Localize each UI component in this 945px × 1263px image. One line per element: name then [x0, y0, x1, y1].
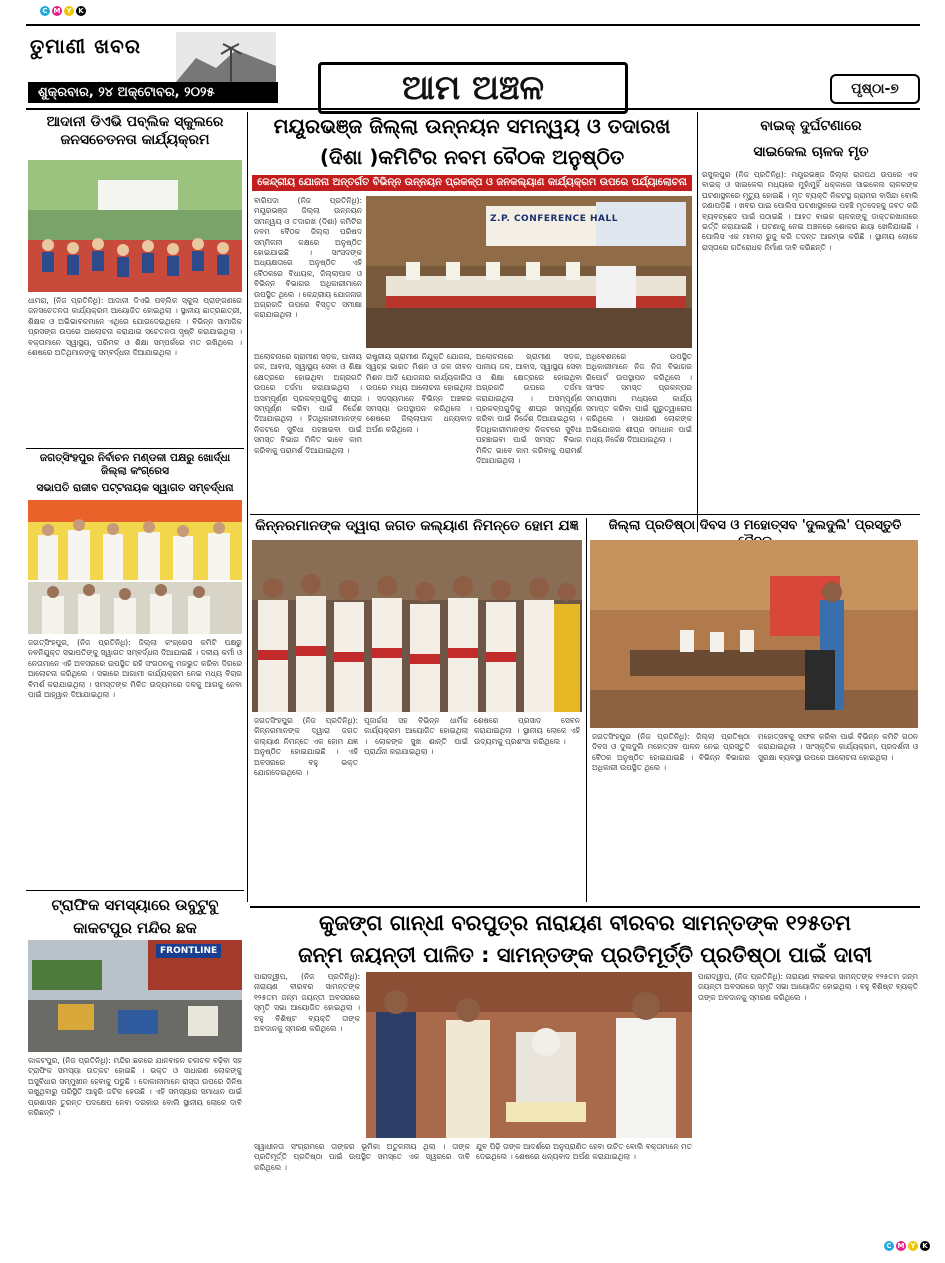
adani-photo [28, 160, 242, 292]
disha-body-left: ବାରିପଦା (ନିଜ ପ୍ରତିନିଧି): ମୟୂରଭଞ୍ଜ ଜିଲ୍ଲା ଉନ୍ନୟନ ସମନ୍ୱୟ ଓ ତଦାରଖ (ଦିଶା) କମିଟିର ନବମ ବୈଠକ ଜିଲ୍ଲା ପରିଷଦ ସମ୍ମିଳନୀ କକ୍ଷରେ ଅନୁଷ୍ଠିତ ହୋଇଯାଇଛି । ସାଂସଦଙ୍କ ଅଧ୍ୟକ୍ଷତାରେ ଅନୁଷ୍ଠିତ ଏହି ବୈଠକରେ ବିଧାୟକ, ଜିଲ୍ଲାପାଳ ଓ ବିଭିନ୍ନ ବିଭାଗର ଅଧିକାରୀମାନେ ଉପସ୍ଥିତ ଥିଲେ । କେନ୍ଦ୍ରୀୟ ଯୋଜନାର ଅଗ୍ରଗତି ଉପରେ ବିସ୍ତୃତ ସମୀକ୍ଷା କରାଯାଇଥିଲା । [254, 196, 362, 320]
cyan-mark: C [40, 6, 50, 16]
congress-photo-2 [28, 582, 242, 634]
section-divider [250, 514, 920, 515]
section-divider [250, 906, 920, 908]
congress-body: ଜଗତ୍‌ସିଂହପୁର, (ନିଜ ପ୍ରତିନିଧି): ଜିଲ୍ଲା କଂଗ୍ରେସ କମିଟି ପକ୍ଷରୁ ନବନିଯୁକ୍ତ ସଭାପତିଙ୍କୁ ସ୍ୱାଗତ ସମ୍ବର୍ଦ୍ଧନା ଦିଆଯାଇଛି । ଦଳୀୟ କର୍ମୀ ଓ ନେତାମାନେ ଏହି ଅବସରରେ ଉପସ୍ଥିତ ରହି ସଂଗଠନକୁ ମଜଭୁତ କରିବା ଦିଗରେ ଆଲୋଚନା କରିଥିଲେ । ସଭାରେ ଆଗାମୀ କାର୍ଯ୍ୟକ୍ରମ ନେଇ ମଧ୍ୟ ବିଚାର ବିମର୍ଶ କରାଯାଇଥିଲା । ସମସ୍ତଙ୍କ ମିଳିତ ଉଦ୍ୟମରେ ଦଳକୁ ଆଗକୁ ନେବା ପାଇଁ ଆହ୍ୱାନ ଦିଆଯାଇଥିଲା । [28, 638, 242, 700]
disha-body-right: ରାଷ୍ଟ୍ରୀୟ ଗ୍ରାମୀଣ ନିଯୁକ୍ତି ଯୋଜନା, ସ୍ୱଚ୍ଛ ଭାରତ ମିଶନ ଓ ଜଳ ଜୀବନ ମିଶନ ଆଦି ଯୋଜନାର କାର୍ଯ୍ୟକାରିତା ଉପରେ ମଧ୍ୟ ଆଲୋଚନା ହୋଇଥିଲା । ସଦସ୍ୟମାନେ ବିଭିନ୍ନ ଅଞ୍ଚଳର ସମସ୍ୟା ଉପସ୍ଥାପନ କରିଥିଲେ । ଶେଷରେ ଜିଲ୍ଲାପାଳ ଧନ୍ୟବାଦ ଅର୍ପଣ କରିଥିଲେ । [366, 352, 472, 434]
black-mark: K [76, 6, 86, 16]
dulduli-body-1: ଜଗତସିଂହପୁର (ନିଜ ପ୍ରତିନିଧି): ଜିଲ୍ଲା ପ୍ରତିଷ୍ଠା ଦିବସ ଓ ଦୁଲଦୁଲି ମହୋତ୍ସବ ପାଳନ ନେଇ ପ୍ରସ୍ତୁତି ବୈଠକ ଅନୁଷ୍ଠିତ ହୋଇଯାଇଛି । ବିଭିନ୍ନ ବିଭାଗର ଅଧିକାରୀ ଉପସ୍ଥିତ ଥିଲେ । [592, 732, 750, 773]
masthead-rule [26, 108, 920, 110]
black-mark: K [920, 1241, 930, 1251]
conference-hall-sign: Z.P. CONFERENCE HALL [490, 214, 618, 224]
registration-marks-bottom [884, 1241, 930, 1251]
disha-headline-line: ମୟୂରଭଞ୍ଜ ଜିଲ୍ଲା ଉନ୍ନୟନ ସମନ୍ୱୟ ଓ ତଦାରଖ [273, 114, 671, 138]
bike-body: ରସୁଲପୁର (ନିଜ ପ୍ରତିନିଧି): ମୟୂରଭଞ୍ଜ ଜିଲ୍ଲା ରାଜପଥ ଉପରେ ଏକ ବାଇକ୍ ଓ ସାଇକେଲ ମଧ୍ୟରେ ମୁହାଁମୁହିଁ ଧକ୍କାରେ ସାଇକେଲ ଚାଳକଙ୍କ ଘଟଣାସ୍ଥଳରେ ମୃତ୍ୟୁ ହୋଇଛି । ମୃତ ବ୍ୟକ୍ତି ନିକଟସ୍ଥ ଗ୍ରାମର ବାସିନ୍ଦା ବୋଲି ଜଣାପଡ଼ିଛି । ଖବର ପାଇ ପୋଲିସ ଘଟଣାସ୍ଥଳରେ ପହଞ୍ଚି ମୃତଦେହକୁ ଜବତ କରି ବ୍ୟବଚ୍ଛେଦ ପାଇଁ ପଠାଇଛି । ଆହତ ବାଇକ ଚାଳକଙ୍କୁ ଡାକ୍ତରଖାନାରେ ଭର୍ତ୍ତି କରାଯାଇଛି । ଘଟଣାକୁ ନେଇ ଅଞ୍ଚଳରେ ଶୋକର ଛାୟା ଖେଳିଯାଇଛି । ପୋଲିସ ଏକ ମାମଲା ରୁଜୁ କରି ତଦନ୍ତ ଆରମ୍ଭ କରିଛି । ସ୍ଥାନୀୟ ଲୋକେ ରାସ୍ତାରେ ଗତିରୋଧକ ନିର୍ମାଣ ଦାବି କରିଛନ୍ତି । [702, 170, 918, 252]
samanta-photo [366, 972, 692, 1138]
samanta-body-right: ପାରାଦ୍ୱୀପ, (ନିଜ ପ୍ରତିନିଧି): ନାରାୟଣ ବୀରବର ସାମନ୍ତଙ୍କ ୧୨୫ତମ ଜନ୍ମ ଜୟନ୍ତୀ ଅବସରରେ ସ୍ମୃତି ସଭା ଆୟୋଜିତ ହୋଇଥିଲା । ବହୁ ବିଶିଷ୍ଟ ବ୍ୟକ୍ତି ତାଙ୍କ ଅବଦାନକୁ ସ୍ମରଣ କରିଥିଲେ । [698, 972, 918, 1002]
disha-headline [252, 114, 692, 170]
women-group-photo-icon [252, 540, 582, 712]
dulduli-headline: ଜିଲ୍ଲା ପ୍ରତିଷ୍ଠା ଦିବସ ଓ ମହୋତ୍ସବ 'ଦୁଲଦୁଲି' ପ୍ରସ୍ତୁତି [608, 518, 902, 533]
article-divider [26, 890, 244, 891]
traffic-body: କାକଟପୁର, (ନିଜ ପ୍ରତିନିଧି): ମନ୍ଦିର ଛକରେ ଯାନବାହନ ଚଳାଚଳ ବଢ଼ିବା ସହ ଟ୍ରାଫିକ ସମସ୍ୟା ଉତ୍କଟ ହୋଇଛି । ଭକ୍ତ ଓ ସାଧାରଣ ଲୋକଙ୍କୁ ଅସୁବିଧାର ସମ୍ମୁଖୀନ ହେବାକୁ ପଡୁଛି । ଦୋକାନୀମାନେ ରାସ୍ତା ଉପରେ ଜିନିଷ ରଖୁଥିବାରୁ ପରିସ୍ଥିତି ଆହୁରି ଜଟିଳ ହେଉଛି । ଏହି ସମସ୍ୟାର ସମାଧାନ ପାଇଁ ପ୍ରଶାସନ ତୁରନ୍ତ ପଦକ୍ଷେପ ନେବା ଦରକାର ବୋଲି ସ୍ଥାନୀୟ ଲୋକେ ଦାବି କରିଛନ୍ତି । [28, 1056, 242, 1118]
column-divider [247, 112, 248, 902]
samanta-body-2: ସ୍ୱାଧୀନତା ସଂଗ୍ରାମରେ ତାଙ୍କର ଭୂମିକା ଅତୁଳନୀୟ ଥିଲା । ତାଙ୍କ ପ୍ରତିମୂର୍ତ୍ତି ପ୍ରତିଷ୍ଠା ପାଇଁ ଉପସ୍ଥିତ ସମସ୍ତେ ଏକ ସ୍ୱରରେ ଦାବି କରିଥିଲେ । [254, 1142, 470, 1172]
frontline-sign: FRONTLINE [156, 944, 221, 958]
column-divider [586, 518, 587, 902]
group-photo-icon [28, 582, 242, 634]
disha-headline-line: (ଦିଶା )କମିଟିର ନବମ ବୈଠକ ଅନୁଷ୍ଠିତ [319, 145, 625, 169]
samanta-headline-line: ଜନ୍ମ ଜୟନ୍ତୀ ପାଳିତ : ସାମନ୍ତଙ୍କ ପ୍ରତିମୂର୍ତ୍ତି ପ୍ରତିଷ୍ଠା ପାଇଁ ଦାବୀ [298, 943, 872, 968]
column-divider [697, 112, 698, 532]
traffic-headline-line: ଟ୍ରାଫିକ ସମସ୍ୟାରେ ଉବୁଟୁବୁ [51, 896, 219, 914]
dulduli-photo [590, 540, 918, 728]
adani-headline-line: ଆଦାନୀ ଡିଏଭି ପବ୍ଲିକ ସ୍କୁଲରେ [46, 114, 224, 130]
adani-body: ଧାମରା, (ନିଜ ପ୍ରତିନିଧି): ଆଦାନୀ ଡିଏଭି ପବ୍ଲିକ ସ୍କୁଲ ପ୍ରାଙ୍ଗଣରେ ଜନସଚେତନତା କାର୍ଯ୍ୟକ୍ରମ ଆୟୋଜିତ ହୋଇଥିଲା । ସ୍ଥାନୀୟ ଛାତ୍ରଛାତ୍ରୀ, ଶିକ୍ଷକ ଓ ଅଭିଭାବକମାନେ ଏଥିରେ ଯୋଗଦେଇଥିଲେ । ବିଭିନ୍ନ ସାମାଜିକ ପ୍ରସଙ୍ଗ ଉପରେ ଆଲୋଚନା କରାଯାଇ ସଚେତନତା ସୃଷ୍ଟି କରାଯାଇଥିଲା । ବକ୍ତାମାନେ ସ୍ୱାସ୍ଥ୍ୟ, ପରିମଳ ଓ ଶିକ୍ଷା ସମ୍ପର୍କରେ ମତ ରଖିଥିଲେ । ଶେଷରେ ଅତିଥିମାନଙ୍କୁ ସମ୍ବର୍ଦ୍ଧନା ଦିଆଯାଇଥିଲା । [28, 296, 242, 358]
bike-headline-line: ବାଇକ୍ ଦୁର୍ଘଟଣାରେ [760, 118, 862, 134]
samanta-headline-line: କୁଜଙ୍ଗ ଗାନ୍ଧୀ ବରପୁତ୍ର ନାରାୟଣ ବୀରବର ସାମନ୍ତଙ୍କ ୧୨୫ତମ [319, 911, 851, 935]
article-divider [26, 448, 244, 449]
congress-photo [28, 500, 242, 580]
top-rule [26, 24, 920, 26]
kinnar-body-1: ଜଗତସିଂହପୁର (ନିଜ ପ୍ରତିନିଧି): କିନ୍ନରମାନଙ୍କ ଦ୍ୱାରା ଜଗତ କଲ୍ୟାଣ ନିମନ୍ତେ ଏକ ହୋମ ଯଜ୍ଞ ଅନୁଷ୍ଠିତ ହୋଇଯାଇଛି । ଏହି ଅବସରରେ ବହୁ ଭକ୍ତ ଯୋଗଦେଇଥିଲେ । [254, 716, 358, 778]
date-bar: ଶୁକ୍ରବାର, ୨୪ ଅକ୍ଟୋବର, ୨୦୨୫ [28, 82, 278, 103]
disha-body-last: ଅଧିବେଶନରେ ଉପସ୍ଥିତ ଅଧିକାରୀମାନେ ନିଜ ନିଜ ବିଭାଗର ରିପୋର୍ଟ ଉପସ୍ଥାପନ କରିଥିଲେ । ସାଂସଦ ସମସ୍ତ ପ୍ରକଳ୍ପର ସମୟସୀମା ମଧ୍ୟରେ କାର୍ଯ୍ୟ ସମାପ୍ତ କରିବା ପାଇଁ ଗୁରୁତ୍ୱାରୋପ କରିଥିଲେ । ସାଧାରଣ ଲୋକଙ୍କ ଅଭିଯୋଗର ଶୀଘ୍ର ସମାଧାନ ପାଇଁ ମଧ୍ୟ ନିର୍ଦ୍ଦେଶ ଦିଆଯାଇଥିଲା । [586, 352, 692, 445]
disha-body-mid: ଅଲୋଚନାରେ ଗ୍ରାମୀଣ ସଡ଼କ, ପାନୀୟ ଜଳ, ଆବାସ, ସ୍ୱାସ୍ଥ୍ୟ ସେବା ଓ ଶିକ୍ଷା କ୍ଷେତ୍ରରେ ହୋଇଥିବା ଅଗ୍ରଗତି ଉପରେ ତର୍ଜମା କରାଯାଇଥିଲା । ଅସମ୍ପୂର୍ଣ୍ଣ ପ୍ରକଳ୍ପଗୁଡ଼ିକୁ ଶୀଘ୍ର ସମ୍ପୂର୍ଣ୍ଣ କରିବା ପାଇଁ ନିର୍ଦ୍ଦେଶ ଦିଆଯାଇଥିଲା । ହିତାଧିକାରୀମାନଙ୍କ ନିକଟରେ ସୁବିଧା ପହଞ୍ଚାଇବା ପାଇଁ ସମସ୍ତ ବିଭାଗ ମିଳିତ ଭାବେ କାମ କରିବାକୁ ପରାମର୍ଶ ଦିଆଯାଇଥିଲା । [254, 352, 362, 455]
congress-headline-line: ଜଗତ୍‌ସିଂହପୁର ନିର୍ବାଚନ ମଣ୍ଡଳୀ ପକ୍ଷରୁ ଖୋର୍ଦ୍ଧା ଜିଲ୍ଲା କଂଗ୍ରେସ [39, 452, 231, 478]
disha-subhead: କେନ୍ଦ୍ରୀୟ ଯୋଜନା ଅନ୍ତର୍ଗତ ବିଭିନ୍ନ ଉନ୍ନୟନ ପ୍ରକଳ୍ପ ଓ ଜନକଲ୍ୟାଣ କାର୍ଯ୍ୟକ୍ରମ ଉପରେ ପର୍ଯ୍ୟାଲୋଚନା [252, 175, 692, 191]
bike-headline [702, 118, 920, 161]
statue-tribute-photo-icon [366, 972, 692, 1138]
traffic-photo [28, 940, 242, 1052]
school-event-photo-icon [28, 160, 242, 292]
bike-headline-line: ସାଇକେଲ ଚାଳକ ମୃତ [753, 143, 869, 160]
kinnar-headline: କିନ୍ନରମାନଙ୍କ ଦ୍ୱାରା ଜଗତ କଲ୍ୟାଣ ନିମନ୍ତେ ହୋମ ଯଜ୍ଞ [255, 518, 579, 534]
traffic-headline [26, 896, 244, 938]
adani-headline-line: ଜନସଚେତନତା କାର୍ଯ୍ୟକ୍ରମ [60, 131, 210, 148]
dulduli-body-2: ମହୋତ୍ସବକୁ ସଫଳ କରିବା ପାଇଁ ବିଭିନ୍ନ କମିଟି ଗଠନ କରାଯାଇଥିଲା । ସାଂସ୍କୃତିକ କାର୍ଯ୍ୟକ୍ରମ, ପ୍ରଦର୍ଶନୀ ଓ ସୁରକ୍ଷା ବ୍ୟବସ୍ଥା ଉପରେ ଆଲୋଚନା ହୋଇଥିଲା । [758, 732, 918, 762]
samanta-body-1: ପାରାଦ୍ୱୀପ, (ନିଜ ପ୍ରତିନିଧି): ନାରାୟଣ ବୀରବର ସାମନ୍ତଙ୍କ ୧୨୫ତମ ଜନ୍ମ ଜୟନ୍ତୀ ଅବସରରେ ସ୍ମୃତି ସଭା ଆୟୋଜିତ ହୋଇଥିଲା । ବହୁ ବିଶିଷ୍ଟ ବ୍ୟକ୍ତି ତାଙ୍କ ଅବଦାନକୁ ସ୍ମରଣ କରିଥିଲେ । [254, 972, 360, 1034]
congress-headline [26, 452, 244, 495]
samanta-body-3: ଯୁବ ପିଢ଼ି ତାଙ୍କ ଆଦର୍ଶରେ ଅନୁପ୍ରାଣିତ ହେବା ଉଚିତ ବୋଲି ବକ୍ତାମାନେ ମତ ଦେଇଥିଲେ । ଶେଷରେ ଧନ୍ୟବାଦ ଅର୍ପଣ କରାଯାଇଥିଲା । [476, 1142, 692, 1162]
magenta-mark: M [897, 1242, 905, 1250]
magenta-mark: M [53, 7, 61, 15]
cyan-mark: C [884, 1241, 894, 1251]
kinnar-photo [252, 540, 582, 712]
yellow-mark: Y [64, 6, 74, 16]
kinnar-body-2: ପୂଜାର୍ଚ୍ଚନା ସହ ବିଭିନ୍ନ ଧାର୍ମିକ କାର୍ଯ୍ୟକ୍ରମ ଆୟୋଜିତ ହୋଇଥିଲା । ଲୋକଙ୍କ ସୁଖ ଶାନ୍ତି ପାଇଁ ପ୍ରାର୍ଥନା କରାଯାଇଥିଲା । [364, 716, 468, 757]
adani-headline [26, 114, 244, 149]
page-number: ପୃଷ୍ଠା-୭ [830, 74, 920, 104]
meeting-room-photo-icon [590, 540, 918, 728]
disha-body-far: ଅଲୋଚନାରେ ଗ୍ରାମୀଣ ସଡ଼କ, ପାନୀୟ ଜଳ, ଆବାସ, ସ୍ୱାସ୍ଥ୍ୟ ସେବା ଓ ଶିକ୍ଷା କ୍ଷେତ୍ରରେ ହୋଇଥିବା ଅଗ୍ରଗତି ଉପରେ ତର୍ଜମା କରାଯାଇଥିଲା । ଅସମ୍ପୂର୍ଣ୍ଣ ପ୍ରକଳ୍ପଗୁଡ଼ିକୁ ଶୀଘ୍ର ସମ୍ପୂର୍ଣ୍ଣ କରିବା ପାଇଁ ନିର୍ଦ୍ଦେଶ ଦିଆଯାଇଥିଲା । ହିତାଧିକାରୀମାନଙ୍କ ନିକଟରେ ସୁବିଧା ପହଞ୍ଚାଇବା ପାଇଁ ସମସ୍ତ ବିଭାଗ ମିଳିତ ଭାବେ କାମ କରିବାକୁ ପରାମର୍ଶ ଦିଆଯାଇଥିଲା । [476, 352, 582, 466]
traffic-headline-line: କାକଟପୁର ମନ୍ଦିର ଛକ [73, 918, 197, 937]
section-title: ଆମ ଅଞ୍ଚଳ [318, 62, 628, 114]
registration-marks-top [40, 6, 86, 16]
congress-headline-line: ସଭାପତି ରାଜୀବ ପଟ୍ଟନାୟକ ସ୍ୱାଗତ ସମ୍ବର୍ଦ୍ଧନା [36, 482, 234, 495]
felicitation-photo-icon [28, 500, 242, 580]
paper-name: ତୁମାଣୀ ଖବର [30, 34, 141, 58]
samanta-headline [250, 910, 920, 969]
disha-photo [366, 196, 692, 348]
yellow-mark: Y [908, 1241, 918, 1251]
kinnar-body-3: ଶେଷରେ ପ୍ରସାଦ ସେବନ କରାଯାଇଥିଲା । ସ୍ଥାନୀୟ ଲୋକେ ଏହି ଉଦ୍ୟମକୁ ପ୍ରଶଂସା କରିଥିଲେ । [474, 716, 580, 746]
